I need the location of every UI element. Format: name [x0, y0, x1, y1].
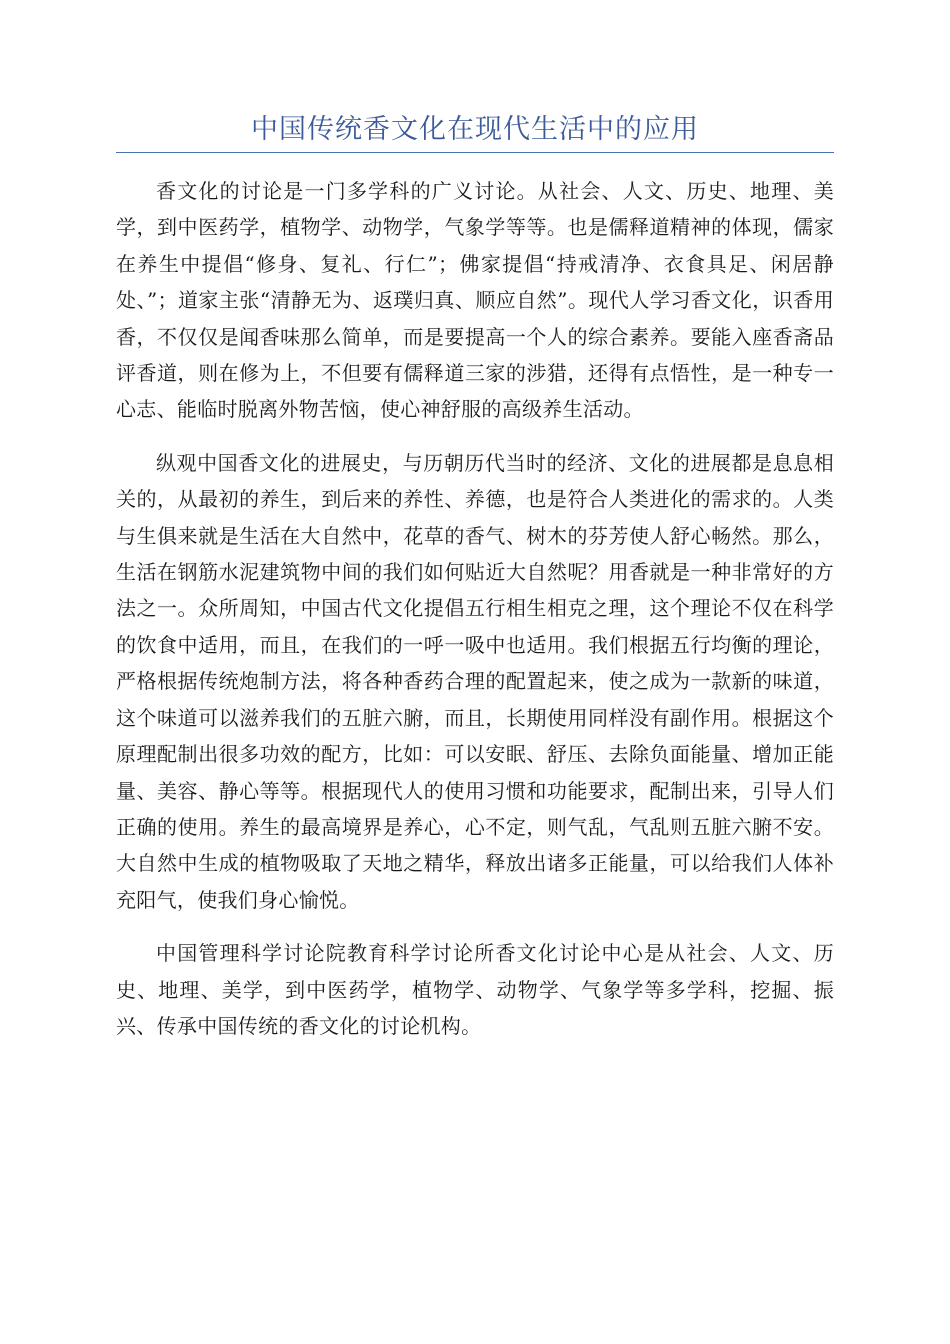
paragraph-2: 纵观中国香文化的进展史，与历朝历代当时的经济、文化的进展都是息息相关的，从最初的养生，到后来的养性、养德，也是符合人类进化的需求的。人类与生俱来就是生活在大自然中，花草的香气、树木的芬芳使人舒心畅然。那么，生活在钢筋水泥建筑物中间的我们如何贴近大自然呢？用香就是一种非常好的方法之一。众所周知，中国古代文化提倡五行相生相克之理，这个理论不仅在科学的饮食中适用，而且，在我们的一呼一吸中也适用。我们根据五行均衡的理论，严格根据传统炮制方法，将各种香药合理的配置起来，使之成为一款新的味道，这个味道可以滋养我们的五脏六腑，而且，长期使用同样没有副作用。根据这个原理配制出很多功效的配方，比如：可以安眠、舒压、去除负面能量、增加正能量、美容、静心等等。根据现代人的使用习惯和功能要求，配制出来，引导人们正确的使用。养生的最高境界是养心，心不定，则气乱，气乱则五脏六腑不安。大自然中生成的植物吸取了天地之精华，释放出诸多正能量，可以给我们人体补充阳气，使我们身心愉悦。 — [116, 450, 834, 912]
document-page — [116, 110, 834, 1061]
paragraph-1: 香文化的讨论是一门多学科的广义讨论。从社会、人文、历史、地理、美学，到中医药学，植物学、动物学，气象学等等。也是儒释道精神的体现，儒家在养生中提倡“修身、复礼、行仁”；佛家提倡“持戒清净、衣食具足、闲居静处、”；道家主张“清静无为、返璞归真、顺应自然”。现代人学习香文化，识香用香，不仅仅是闻香味那么简单，而是要提高一个人的综合素养。要能入座香斋品评香道，则在修为上，不但要有儒释道三家的涉猎，还得有点悟性，是一种专一心志、能临时脱离外物苦恼，使心神舒服的高级养生活动。 — [116, 179, 834, 422]
document-title: 中国传统香文化在现代生活中的应用 — [251, 114, 699, 145]
paragraph-3: 中国管理科学讨论院教育科学讨论所香文化讨论中心是从社会、人文、历史、地理、美学，到中医药学，植物学、动物学、气象学等多学科，挖掘、振兴、传承中国传统的香文化的讨论机构。 — [116, 941, 834, 1038]
title-underline-rule — [116, 152, 834, 153]
document-body — [116, 173, 834, 1044]
